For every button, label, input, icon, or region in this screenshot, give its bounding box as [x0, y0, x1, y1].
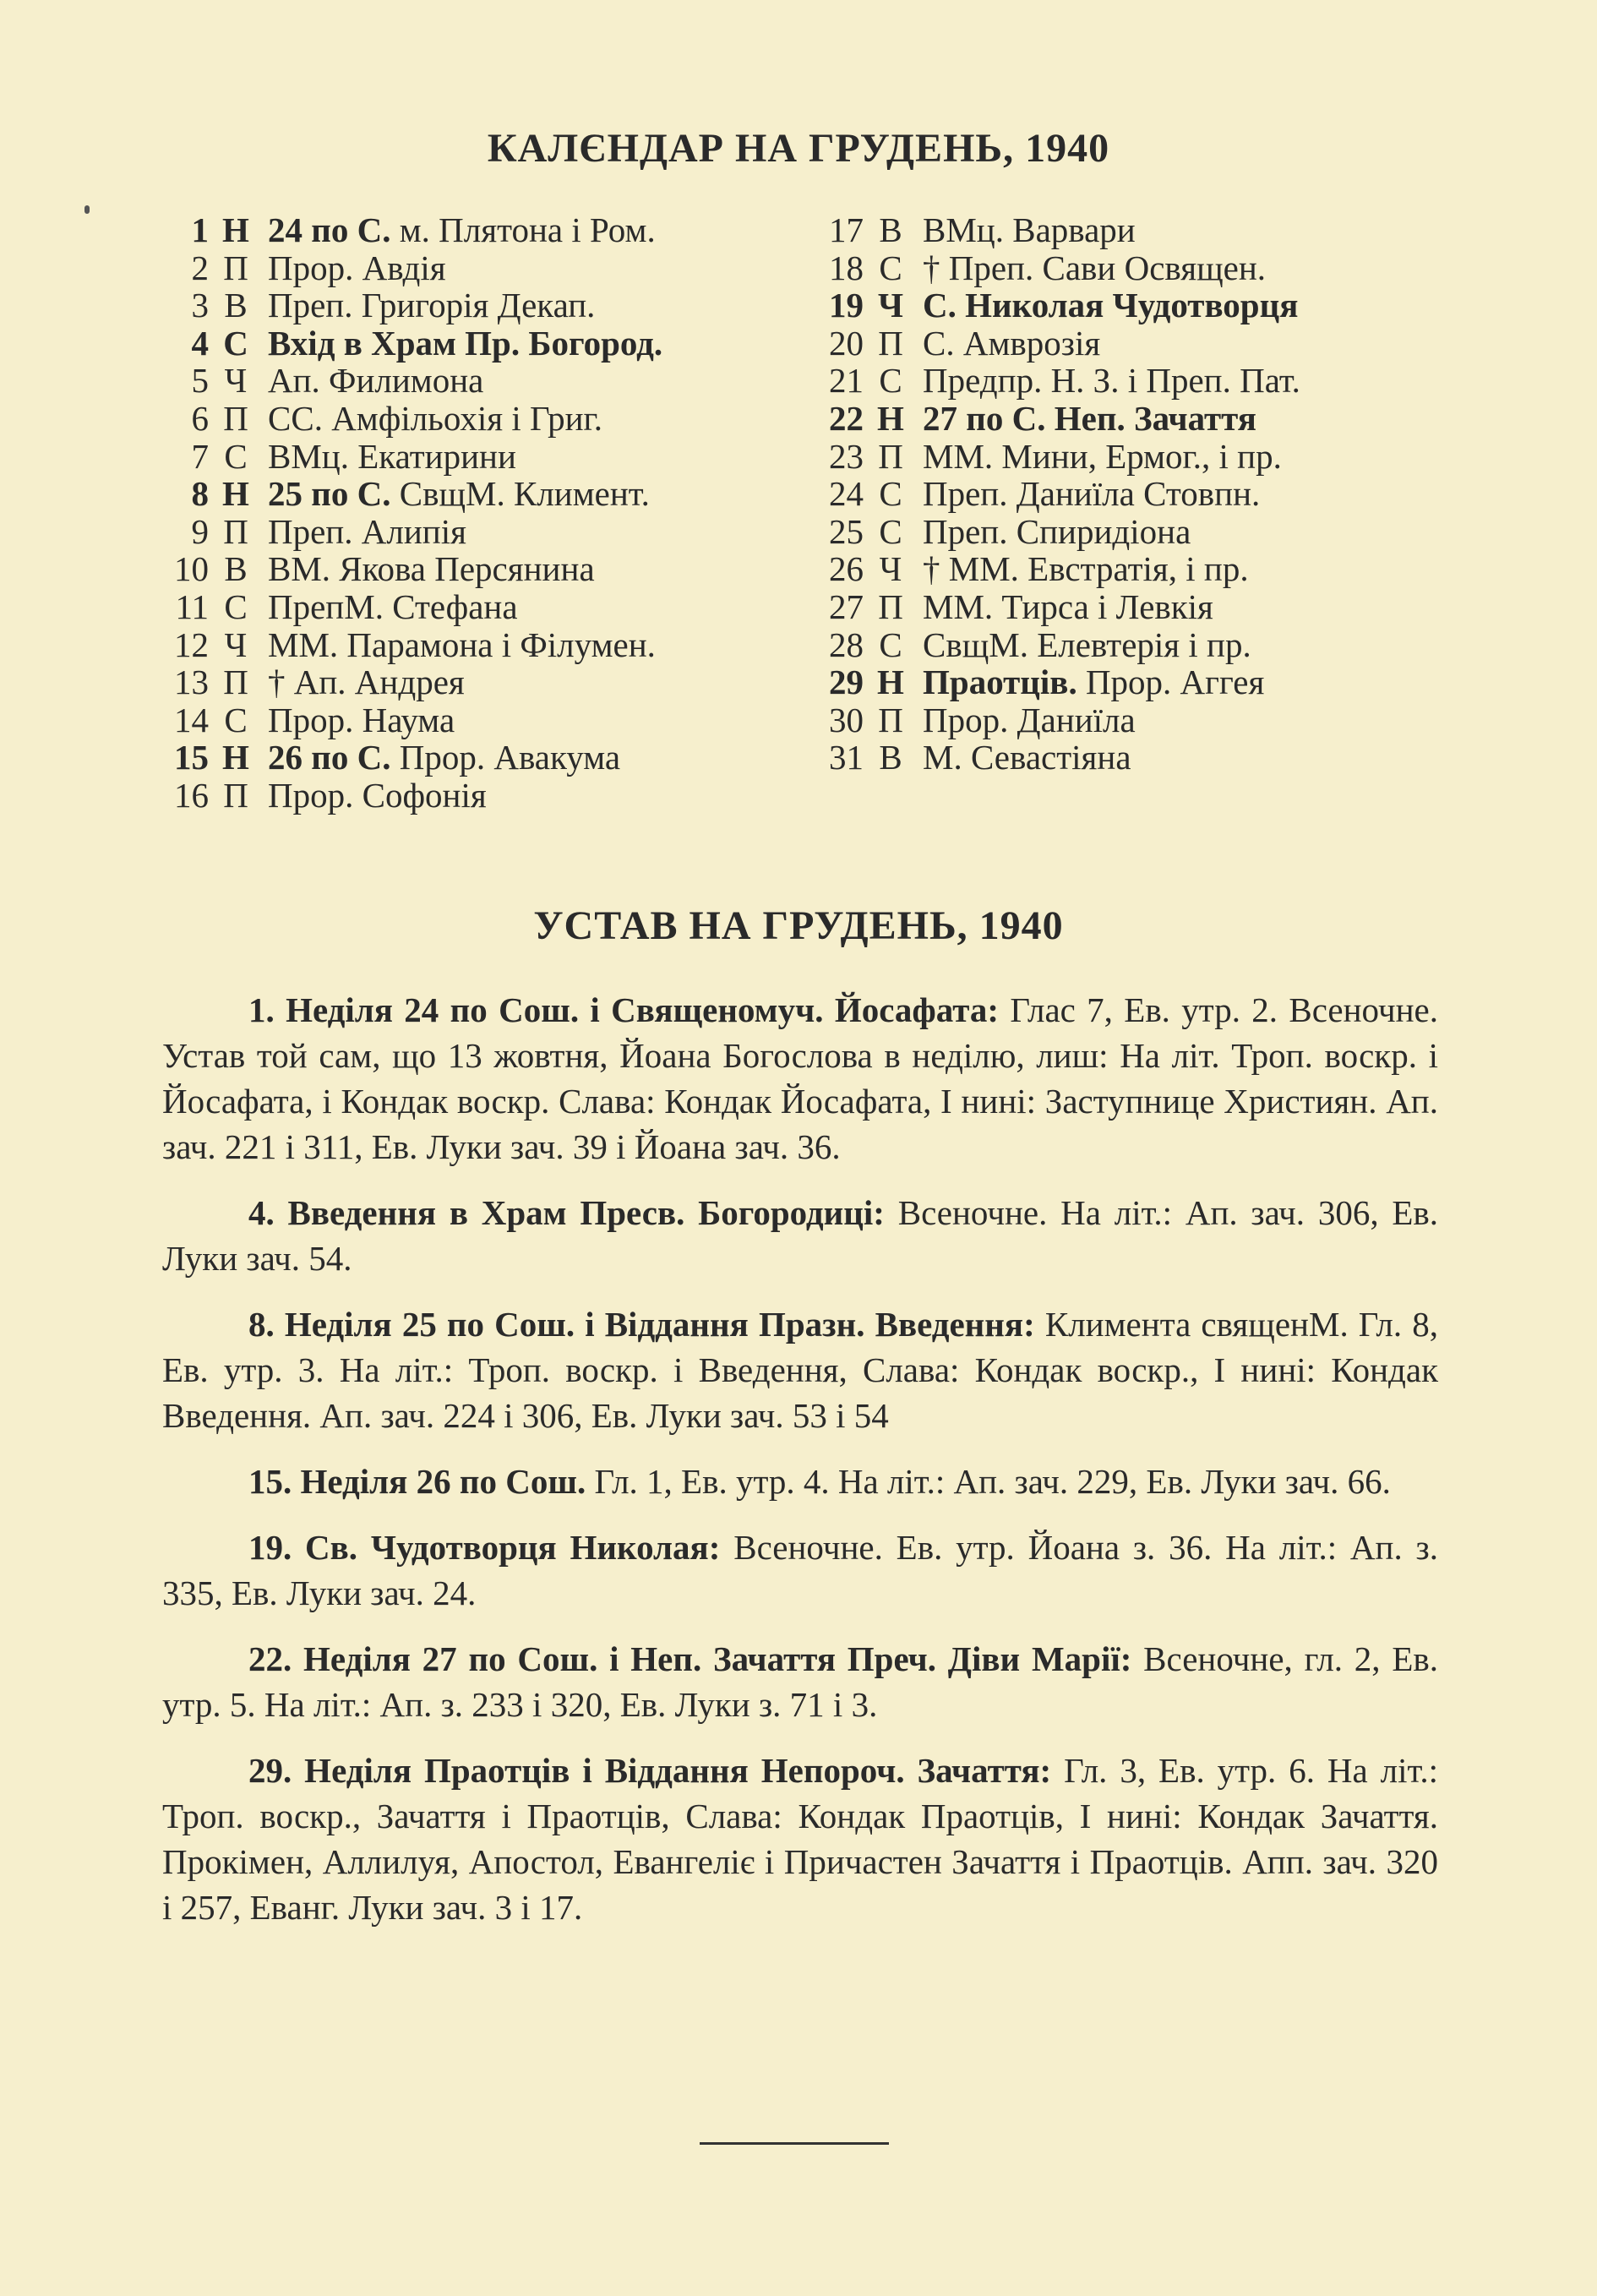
calendar-weekday: В — [879, 210, 902, 249]
calendar-feast — [268, 663, 465, 701]
calendar-feast — [923, 438, 1282, 476]
calendar-day-number: 4 — [191, 323, 209, 363]
calendar-feast-text: ВМц. Екатирини — [268, 436, 516, 476]
rule-heading: 22. Неділя 27 по Сош. і Неп. Зачаття Преч. Діви Марії: — [248, 1639, 1132, 1678]
ink-speck — [84, 205, 90, 214]
calendar-feast-text: Прор. Авакума — [390, 738, 621, 777]
calendar-weekday: Н — [877, 663, 904, 702]
calendar-feast — [268, 739, 620, 777]
rule-paragraph — [162, 1748, 1438, 1930]
calendar-weekday: Ч — [224, 624, 248, 664]
rule-heading: 4. Введення в Храм Пресв. Богородиці: — [248, 1193, 885, 1232]
calendar-feast — [923, 400, 1256, 438]
calendar-day-number: 3 — [191, 286, 209, 325]
rule-body: Всеночне, гл. 2, Ев. утр. 5. На літ.: Ап. з. 233 і 320, Ев. Луки з. 71 і 3. — [162, 1639, 1438, 1724]
calendar-row — [156, 777, 815, 815]
calendar-feast-text: ММ. Парамона і Філумен. — [268, 624, 656, 664]
calendar-column-left — [156, 211, 815, 815]
calendar-weekday: П — [223, 663, 248, 702]
calendar-row — [156, 588, 815, 626]
calendar-weekday: С — [224, 586, 248, 626]
calendar-row — [811, 475, 1453, 513]
calendar-day-number: 9 — [191, 511, 209, 551]
calendar-weekday: С — [879, 474, 902, 514]
rule-paragraph — [162, 1636, 1438, 1727]
calendar-row — [811, 211, 1453, 249]
rule-body: Глас 7, Ев. утр. 2. Всеночне. Устав той сам, що 13 жовтня, Йоана Богослова в неділю, лиш: На літ. Троп. воскр. і Йосафата, і Кондак воскр. Слава: Кондак Йосафата, І нині: Заступнице Християн. Ап. зач. 221 і 311, Ев. Луки зач. 39 і Йоана зач. 36. — [162, 990, 1439, 1166]
rule-heading: 15. Неділя 26 по Сош. — [248, 1462, 586, 1501]
calendar-row — [811, 362, 1453, 400]
calendar-day-number: 11 — [175, 586, 209, 626]
calendar-feast — [268, 701, 455, 739]
calendar-feast — [923, 588, 1213, 626]
calendar-feast — [268, 362, 483, 400]
calendar-feast — [923, 324, 1100, 363]
calendar-weekday: Н — [222, 738, 249, 777]
calendar-feast-bold: 27 по С. Неп. Зачаття — [923, 398, 1256, 438]
calendar-feast-bold: С. Николая Чудотворця — [923, 286, 1299, 325]
calendar-feast — [923, 362, 1300, 400]
calendar-row — [156, 286, 815, 324]
calendar-weekday: Н — [222, 474, 249, 514]
calendar-feast — [268, 438, 516, 476]
calendar-feast — [923, 663, 1264, 701]
calendar-weekday: Н — [877, 398, 904, 438]
rule-heading: 1. Неділя 24 по Сош. і Священомуч. Йосафата: — [248, 990, 1000, 1029]
rule-body: Климента священМ. Гл. 8, Ев. утр. 3. На літ.: Троп. воскр. і Введення, Слава: Кондак воскр., І нині: Кондак Введення. Ап. зач. 224 і 306, Ев. Луки зач. 53 і 54 — [162, 1305, 1438, 1435]
calendar-day-number: 12 — [174, 624, 209, 664]
calendar-day-number: 7 — [191, 436, 209, 476]
rule-body: Гл. 1, Ев. утр. 4. На літ.: Ап. зач. 229, Ев. Луки зач. 66. — [586, 1462, 1391, 1501]
calendar-feast-text: м. Плятона і Ром. — [390, 210, 656, 249]
calendar-weekday: П — [878, 323, 903, 363]
calendar-day-number: 31 — [829, 738, 864, 777]
calendar-row — [811, 739, 1453, 777]
calendar-row — [156, 663, 815, 701]
calendar-feast — [923, 249, 1266, 287]
rule-paragraph — [162, 987, 1438, 1170]
calendar-row — [811, 286, 1453, 324]
calendar-day-number: 30 — [829, 700, 864, 739]
calendar-row — [811, 249, 1453, 287]
calendar-day-number: 22 — [829, 398, 864, 438]
calendar-feast — [923, 513, 1191, 551]
calendar-day-number: 13 — [174, 663, 209, 702]
calendar-feast-text: Преп. Алипія — [268, 511, 466, 551]
calendar-feast — [268, 400, 602, 438]
calendar-title: КАЛЄНДАР НА ГРУДЕНЬ, 1940 — [487, 126, 1110, 171]
calendar-day-number: 15 — [174, 738, 209, 777]
calendar-feast-text: СвщМ. Елевтерія і пр. — [923, 624, 1251, 664]
calendar-column-right — [811, 211, 1453, 777]
rules-list — [162, 987, 1438, 1950]
calendar-feast-text: М. Севастіяна — [923, 738, 1131, 777]
calendar-row — [156, 249, 815, 287]
calendar-feast-text: ММ. Тирса і Левкія — [923, 586, 1213, 626]
calendar-feast — [923, 739, 1131, 777]
calendar-row — [811, 663, 1453, 701]
calendar-row — [156, 513, 815, 551]
calendar-row — [156, 739, 815, 777]
calendar-feast — [268, 211, 656, 249]
calendar-day-number: 6 — [191, 398, 209, 438]
calendar-feast-bold: 24 по С. — [268, 210, 391, 249]
calendar-weekday: П — [223, 248, 248, 287]
calendar-day-number: 1 — [191, 210, 209, 249]
calendar-weekday: П — [878, 700, 903, 739]
calendar-day-number: 8 — [191, 474, 209, 514]
rules-title: УСТАВ НА ГРУДЕНЬ, 1940 — [533, 903, 1064, 948]
calendar-feast-text: ММ. Мини, Ермог., і пр. — [923, 436, 1282, 476]
calendar-feast-bold: 25 по С. — [268, 474, 391, 514]
calendar-day-number: 14 — [174, 700, 209, 739]
calendar-feast — [268, 777, 487, 815]
calendar-weekday: С — [879, 624, 902, 664]
calendar-feast-text: Предпр. Н. З. і Преп. Пат. — [923, 361, 1300, 401]
calendar-feast-text: Прор. Софонія — [268, 775, 487, 815]
calendar-weekday: С — [223, 323, 248, 363]
calendar-weekday: П — [223, 775, 248, 815]
calendar-day-number: 19 — [829, 286, 864, 325]
calendar-feast-text: СС. Амфільохія і Григ. — [268, 398, 602, 438]
calendar-day-number: 26 — [829, 549, 864, 589]
rule-paragraph — [162, 1301, 1438, 1438]
calendar-row — [811, 400, 1453, 438]
calendar-row — [156, 701, 815, 739]
rule-heading: 29. Неділя Праотців і Віддання Непороч. Зачаття: — [248, 1751, 1052, 1790]
calendar-feast-text: † ММ. Евстратія, і пр. — [923, 549, 1249, 589]
calendar-weekday: С — [879, 248, 902, 287]
rule-heading: 19. Св. Чудотворця Николая: — [248, 1528, 721, 1567]
rule-body: Всеночне. На літ.: Ап. зач. 306, Ев. Луки зач. 54. — [162, 1193, 1439, 1278]
calendar-feast — [268, 324, 662, 363]
calendar-row — [156, 438, 815, 476]
calendar-feast — [923, 550, 1249, 588]
calendar-weekday: С — [224, 436, 248, 476]
calendar-day-number: 5 — [191, 361, 209, 401]
calendar-feast-text: Прор. Наума — [268, 700, 455, 739]
calendar-day-number: 21 — [829, 361, 864, 401]
calendar-weekday: С — [879, 511, 902, 551]
rule-paragraph — [162, 1524, 1438, 1616]
calendar-feast-text: СвщМ. Климент. — [390, 474, 650, 514]
calendar-day-number: 28 — [829, 624, 864, 664]
calendar-feast-bold: Праотців. — [923, 663, 1077, 702]
calendar-feast-text: Прор. Аггея — [1076, 663, 1265, 702]
calendar-weekday: Ч — [879, 549, 902, 589]
calendar-row — [811, 324, 1453, 363]
calendar-weekday: П — [223, 398, 248, 438]
calendar-row — [811, 701, 1453, 739]
bottom-divider — [700, 2142, 889, 2145]
calendar-day-number: 23 — [829, 436, 864, 476]
calendar-feast — [268, 286, 595, 324]
calendar-weekday: Ч — [224, 361, 248, 401]
calendar-weekday: С — [224, 700, 248, 739]
calendar-feast-text: С. Амврозія — [923, 323, 1101, 363]
calendar-day-number: 2 — [191, 248, 209, 287]
calendar-row — [811, 550, 1453, 588]
calendar-feast-bold: Вхід в Храм Пр. Богород. — [268, 323, 663, 363]
calendar-day-number: 25 — [829, 511, 864, 551]
calendar-feast — [923, 211, 1136, 249]
calendar-weekday: С — [879, 361, 902, 401]
calendar-feast-text: ПрепМ. Стефана — [268, 586, 518, 626]
calendar-feast — [923, 626, 1251, 664]
calendar-day-number: 18 — [829, 248, 864, 287]
calendar-feast — [268, 626, 656, 664]
rule-paragraph — [162, 1459, 1438, 1504]
calendar-feast-text: † Ап. Андрея — [268, 663, 465, 702]
calendar-feast-text: Прор. Авдія — [268, 248, 446, 287]
calendar-weekday: П — [878, 436, 903, 476]
calendar-feast — [268, 513, 466, 551]
calendar-feast-text: Преп. Спиридіона — [923, 511, 1191, 551]
calendar-row — [156, 626, 815, 664]
rule-body: Гл. 3, Ев. утр. 6. На літ.: Троп. воскр., Зачаття і Праотців, Слава: Кондак Праотців, І нині: Кондак Зачаття. Прокімен, Аллилуя, Апостол, Евангеліє і Причастен Зачаття і Праотців. Апп. зач. 320 і 257, Еванг. Луки зач. 3 і 17. — [162, 1751, 1438, 1927]
calendar-row — [156, 475, 815, 513]
calendar-feast — [268, 475, 650, 513]
calendar-feast-text: Преп. Даниїла Стовпн. — [923, 474, 1261, 514]
calendar-feast-text: Преп. Григорія Декап. — [268, 286, 596, 325]
rule-paragraph — [162, 1190, 1438, 1281]
calendar-feast — [268, 550, 595, 588]
calendar-weekday: П — [223, 511, 248, 551]
calendar-day-number: 17 — [829, 210, 864, 249]
calendar-day-number: 16 — [174, 775, 209, 815]
calendar-feast — [923, 286, 1298, 324]
calendar-feast — [923, 475, 1260, 513]
calendar-weekday: В — [879, 738, 902, 777]
calendar-row — [811, 588, 1453, 626]
calendar-day-number: 27 — [829, 586, 864, 626]
calendar-weekday: В — [224, 549, 248, 589]
calendar-weekday: П — [878, 586, 903, 626]
calendar-feast — [923, 701, 1136, 739]
calendar-feast — [268, 249, 446, 287]
calendar-row — [811, 626, 1453, 664]
calendar-day-number: 29 — [829, 663, 864, 702]
calendar-row — [156, 211, 815, 249]
calendar-day-number: 20 — [829, 323, 864, 363]
calendar-feast-text: ВМ. Якова Персянина — [268, 549, 595, 589]
calendar-row — [156, 324, 815, 363]
calendar-feast — [268, 588, 518, 626]
calendar-feast-text: † Преп. Сави Освящен. — [923, 248, 1267, 287]
calendar-feast-text: ВМц. Варвари — [923, 210, 1136, 249]
calendar-day-number: 24 — [829, 474, 864, 514]
calendar-row — [811, 438, 1453, 476]
calendar-feast-text: Прор. Даниїла — [923, 700, 1136, 739]
calendar-row — [156, 550, 815, 588]
calendar-feast-text: Ап. Филимона — [268, 361, 484, 401]
calendar-feast-bold: 26 по С. — [268, 738, 391, 777]
calendar-day-number: 10 — [174, 549, 209, 589]
calendar-weekday: Ч — [877, 286, 904, 325]
rule-body: Всеночне. Ев. утр. Йоана з. 36. На літ.: Ап. з. 335, Ев. Луки зач. 24. — [162, 1528, 1438, 1612]
calendar-weekday: Н — [222, 210, 249, 249]
rule-heading: 8. Неділя 25 по Сош. і Віддання Празн. Введення: — [248, 1305, 1035, 1344]
calendar-row — [156, 400, 815, 438]
calendar-row — [156, 362, 815, 400]
calendar-weekday: В — [224, 286, 248, 325]
calendar-row — [811, 513, 1453, 551]
